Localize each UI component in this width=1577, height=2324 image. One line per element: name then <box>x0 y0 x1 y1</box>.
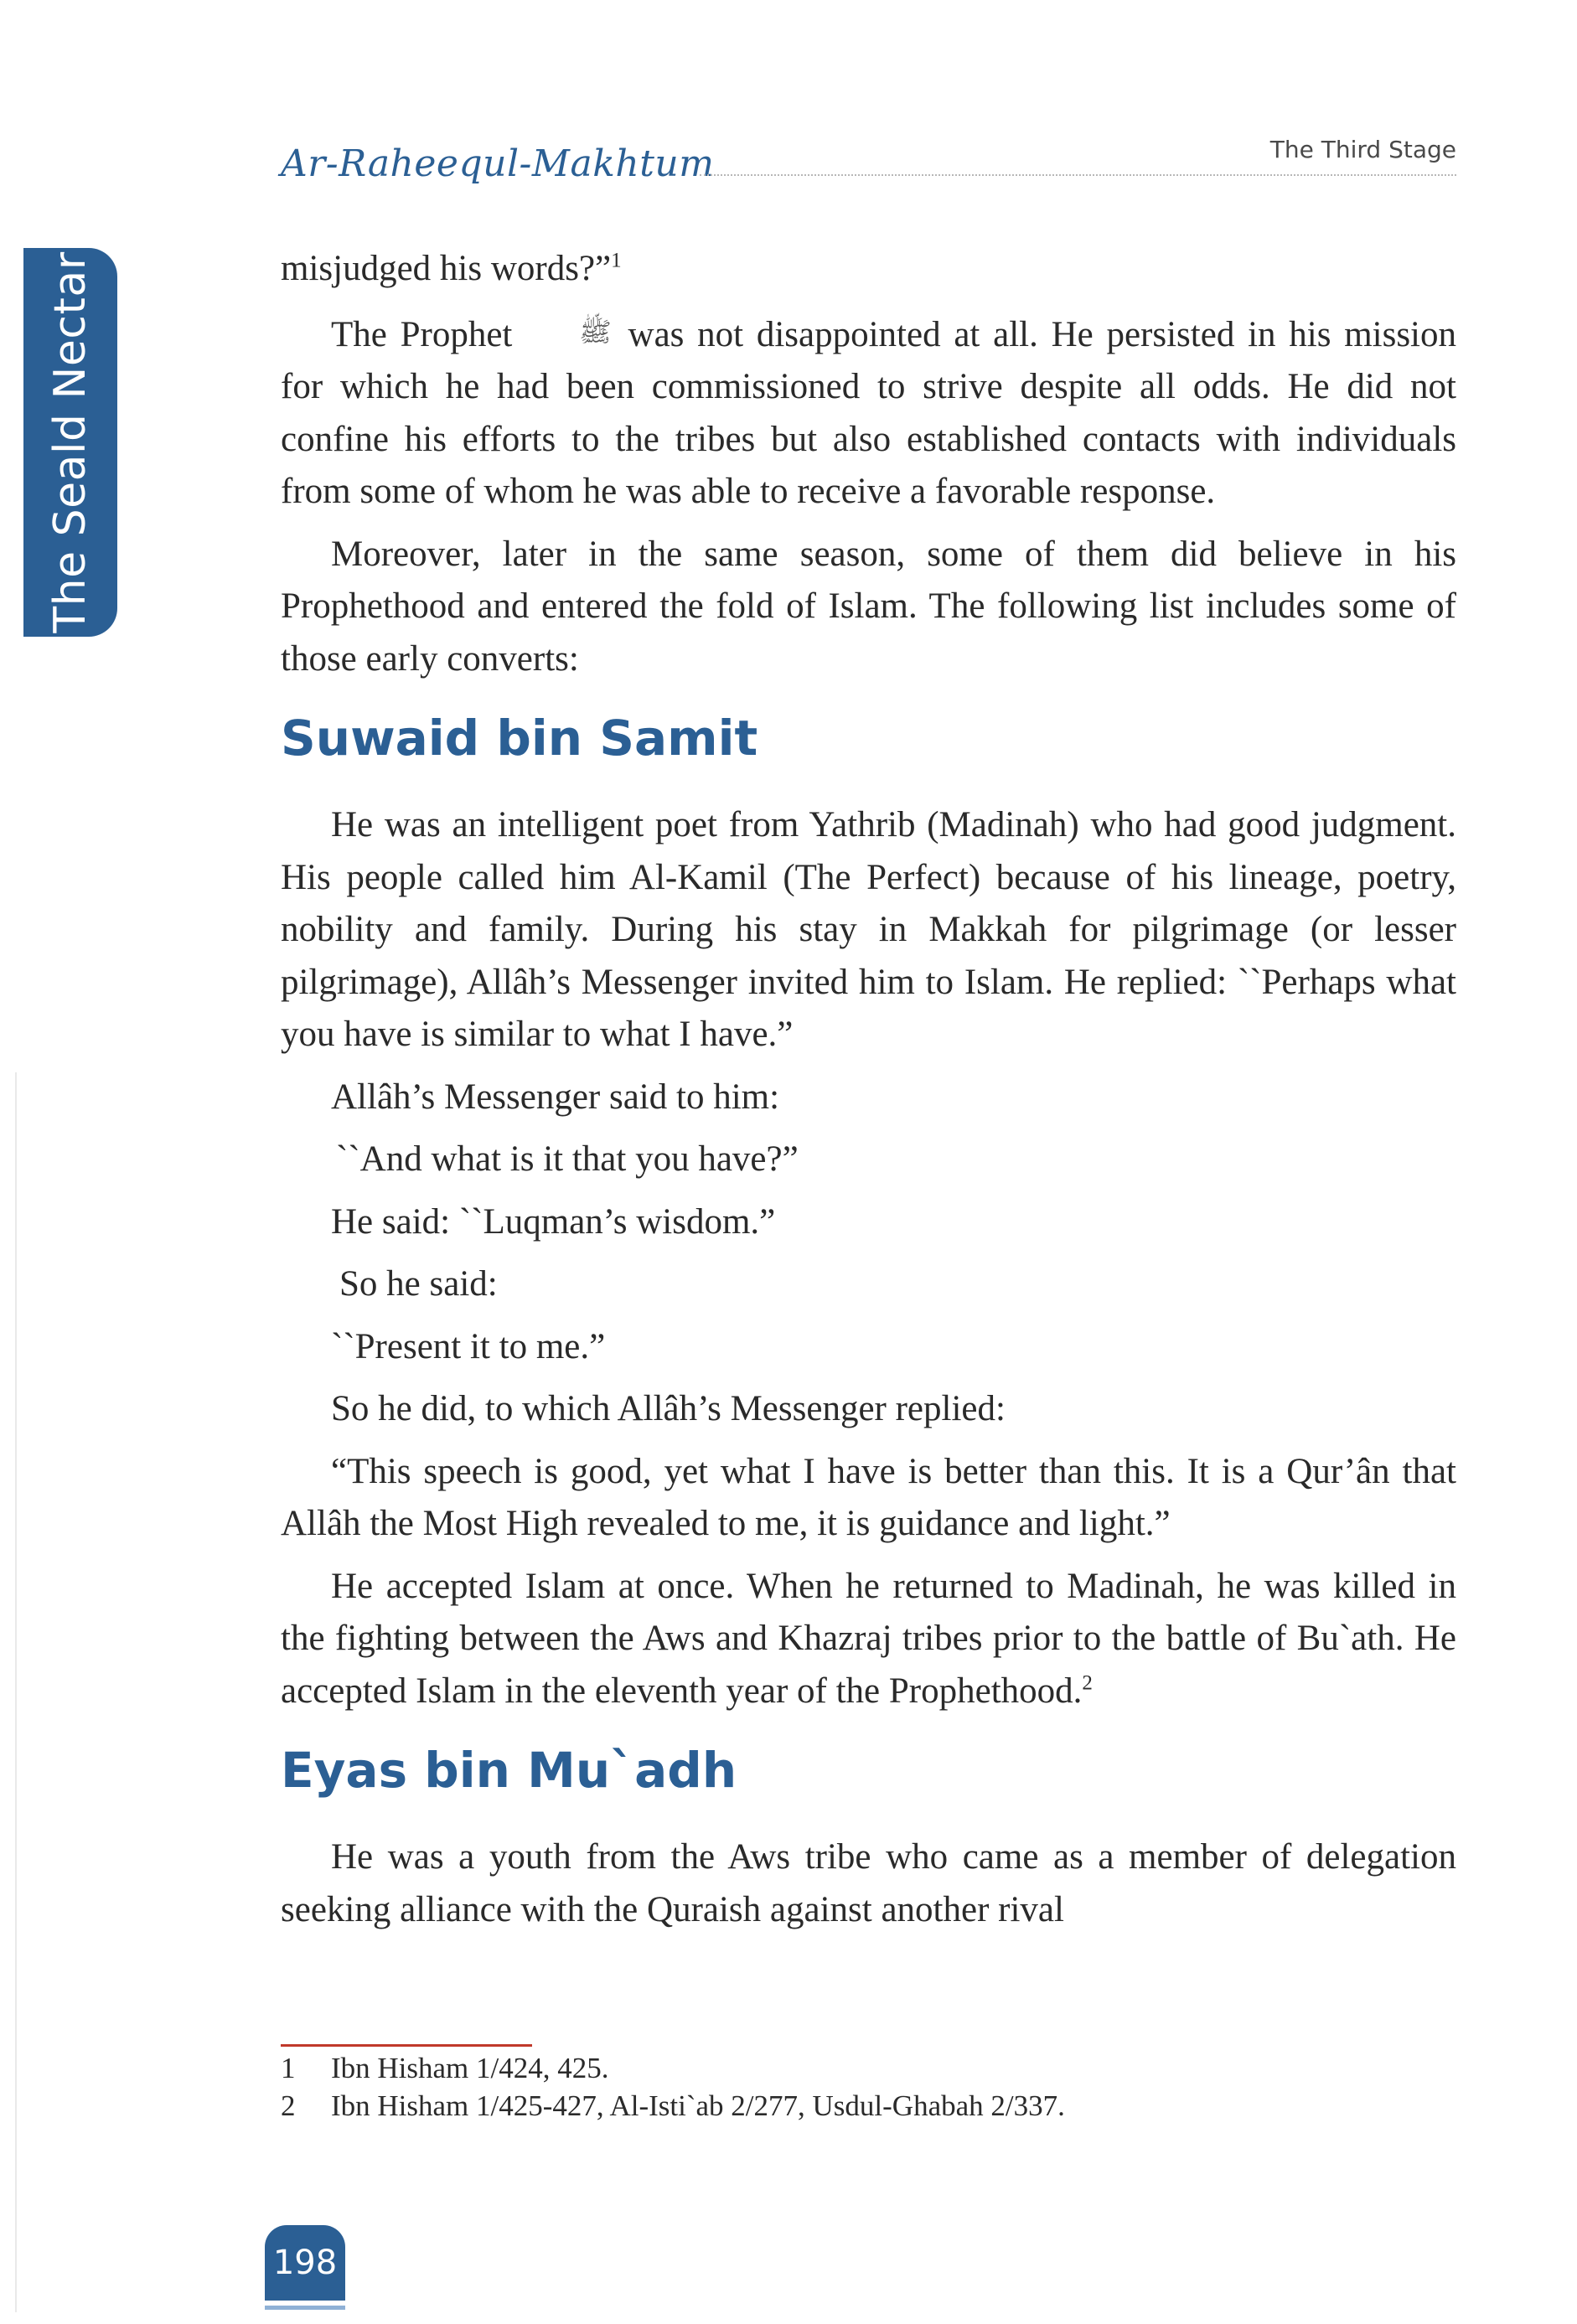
paragraph <box>281 1561 1456 1718</box>
paragraph: “This speech is good, yet what I have is better than this. It is a Qur’ân that Allâh the Most High revealed to me, it is guidance and light.” <box>281 1451 1456 1543</box>
footnotes <box>281 2049 1456 2125</box>
paragraph: He was an intelligent poet from Yathrib (Madinah) who had good judgment. His people called him Al-Kamil (The Perfect) because of his lineage, poetry, nobility and family. During his stay in Makkah for pilgrimage (or lesser pilgrimage), Allâh’s Messenger invited him to Islam. He replied: ``Perhaps what you have is similar to what I have.” <box>281 805 1456 1054</box>
section-heading: Suwaid bin Samit <box>281 710 758 767</box>
salutation-icon: ﷺ <box>579 316 612 347</box>
section-heading: Eyas bin Mu`adh <box>281 1742 737 1799</box>
paragraph-continuation <box>281 243 1456 296</box>
footnote-number: 1 <box>281 2052 296 2084</box>
footnote-text: Ibn Hisham 1/425-427, Al-Isti`ab 2/277, Usdul-Ghabah 2/337. <box>331 2089 1065 2122</box>
paragraph <box>281 306 1456 519</box>
footnote-rule <box>281 2044 532 2047</box>
paragraph: He was a youth from the Aws tribe who came as a member of delegation seeking alliance with the Quraish against another rival <box>281 1837 1456 1929</box>
running-header <box>281 117 1456 184</box>
page-number: 198 <box>265 2225 345 2301</box>
main-text <box>281 243 1456 1946</box>
section-title: The Third Stage <box>1269 136 1456 163</box>
footnote-number: 2 <box>281 2089 296 2122</box>
header-dotted-rule <box>700 174 1456 176</box>
page-number-underline <box>265 2306 345 2310</box>
footnote-ref: 1 <box>611 249 622 272</box>
footnote-ref: 2 <box>1082 1671 1093 1695</box>
paragraph: Moreover, later in the same season, some of them did believe in his Prophethood and entered the fold of Islam. The following list includes some of those early converts: <box>281 534 1456 679</box>
paragraph-text: misjudged his words?” <box>281 249 612 288</box>
footnote-text: Ibn Hisham 1/424, 425. <box>331 2052 609 2084</box>
paragraph-text: The Prophet <box>331 314 513 354</box>
side-tab <box>23 248 117 637</box>
dialogue-line: So he said: <box>339 1264 498 1304</box>
dialogue-line: Allâh’s Messenger said to him: <box>331 1077 780 1117</box>
dialogue-line: ``Present it to me.” <box>331 1326 606 1366</box>
book-title: Ar-Raheequl-Makhtum <box>281 142 715 185</box>
page-edge-shadow <box>15 1072 17 2312</box>
paragraph-text: was not disappointed at all. He persisted in his mission for which he had been commissioned to strive despite all odds. He did not confine his efforts to the tribes but also established contacts with individuals from some of whom he was able to receive a favorable response. <box>281 314 1456 511</box>
dialogue-line: So he did, to which Allâh’s Messenger replied: <box>331 1389 1006 1428</box>
dialogue-line: He said: ``Luqman’s wisdom.” <box>331 1201 776 1242</box>
footnote <box>281 2049 1456 2087</box>
dialogue-line: ``And what is it that you have?” <box>336 1139 799 1179</box>
footnote <box>281 2087 1456 2125</box>
paragraph-text: He accepted Islam at once. When he returned to Madinah, he was killed in the fighting between the Aws and Khazraj tribes prior to the battle of Bu`ath. He accepted Islam in the eleventh year of the Prophethood. <box>281 1566 1456 1711</box>
side-tab-label: The Seald Nectar <box>45 251 96 633</box>
